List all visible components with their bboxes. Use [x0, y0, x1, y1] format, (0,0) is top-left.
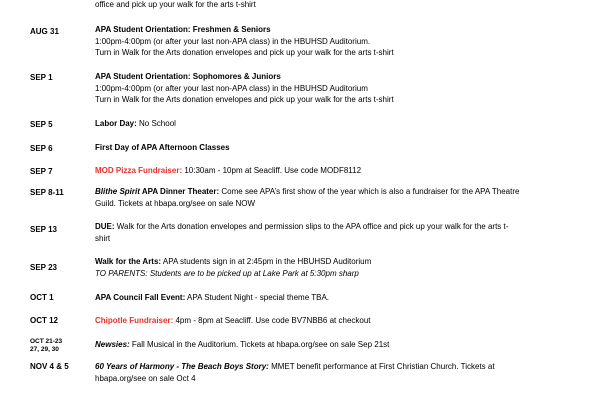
event-show-title: Blithe Spirit: [95, 187, 140, 196]
event-title: APA Dinner Theater:: [139, 187, 220, 196]
event-date-line2: 27, 29, 30: [30, 346, 59, 353]
event-date: OCT 12: [30, 316, 59, 325]
event-date: NOV 4 & 5: [30, 362, 69, 371]
event-date: SEP 5: [30, 120, 53, 129]
event-description: [95, 256, 585, 279]
event-title: Walk for the Arts:: [95, 257, 162, 266]
event-date: SEP 1: [30, 73, 53, 82]
event-date: SEP 13: [30, 225, 57, 234]
event-time-line: 1:00pm-4:00pm (or after your last non-APA class) in the HBUHSD Auditorium: [95, 83, 368, 93]
event-date: [30, 338, 62, 354]
event-title: APA Student Orientation: Freshmen & Seniors: [95, 25, 271, 34]
event-date: SEP 7: [30, 167, 53, 176]
event-detail-line: Guild. Tickets at hbapa.org/see on sale NOW: [95, 198, 256, 208]
event-description: [95, 71, 585, 106]
event-detail: MMET benefit performance at First Christian Church. Tickets at: [268, 362, 495, 371]
event-detail-line: Turn in Walk for the Arts donation envelopes and pick up your walk for the arts t-shirt: [95, 48, 394, 57]
event-detail: No School: [136, 119, 176, 128]
event-detail: Fall Musical in the Auditorium. Tickets at hbapa.org/see on sale Sep 21st: [129, 340, 390, 349]
event-date: SEP 8-11: [30, 188, 64, 197]
event-title: Labor Day:: [95, 119, 137, 128]
event-detail: Come see APA’s first show of the year which is also a fundraiser for the APA Theatre: [219, 187, 520, 196]
event-show-title: 60 Years of Harmony - The Beach Boys Story:: [95, 362, 269, 371]
event-description: [95, 315, 585, 327]
event-detail-line: shirt: [95, 233, 111, 243]
event-title-fundraiser: MOD Pizza Fundraiser:: [95, 166, 183, 175]
event-description: [95, 118, 585, 130]
event-description: [95, 339, 585, 351]
event-detail: 4pm - 8pm at Seacliff. Use code BV7NBB6 at checkout: [173, 316, 371, 325]
event-title: APA Council Fall Event:: [95, 293, 186, 302]
event-description: [95, 361, 585, 384]
event-time-line: 1:00pm-4:00pm (or after your last non-APA class) in the HBUHSD Auditorium.: [95, 36, 371, 46]
event-show-title: Newsies:: [95, 340, 130, 349]
event-title: DUE:: [95, 222, 115, 231]
event-detail: Walk for the Arts donation envelopes and permission slips to the APA office and pick up your walk for the arts t-: [114, 222, 509, 231]
event-date: OCT 1: [30, 293, 54, 302]
event-description: [95, 292, 585, 304]
event-title-fundraiser: Chipotle Fundraiser:: [95, 316, 174, 325]
event-description: [95, 221, 585, 244]
event-title: First Day of APA Afternoon Classes: [95, 143, 230, 152]
event-description: [95, 142, 585, 154]
event-title: APA Student Orientation: Sophomores & Juniors: [95, 72, 281, 81]
event-description: [95, 24, 585, 59]
event-detail: 10:30am - 10pm at Seacliff. Use code MODF8112: [182, 166, 362, 175]
event-detail: APA Student Night - special theme TBA.: [185, 293, 330, 302]
event-description: [95, 165, 585, 177]
event-detail-line: hbapa.org/see on sale Oct 4: [95, 373, 196, 383]
event-description: [95, 186, 585, 209]
top-fragment-text: office and pick up your walk for the arts t-shirt: [95, 0, 256, 9]
event-date: AUG 31: [30, 27, 59, 36]
event-date: SEP 6: [30, 144, 53, 153]
event-date-line1: OCT 21-23: [30, 338, 63, 345]
event-detail: APA students sign in at 2:45pm in the HBUHSD Auditorium: [161, 257, 372, 266]
event-date: SEP 23: [30, 263, 57, 272]
event-parent-note: TO PARENTS: Students are to be picked up at Lake Park at 5:30pm sharp: [95, 268, 359, 278]
event-detail-line: Turn in Walk for the Arts donation envelopes and pick up your walk for the arts t-shirt: [95, 95, 394, 104]
